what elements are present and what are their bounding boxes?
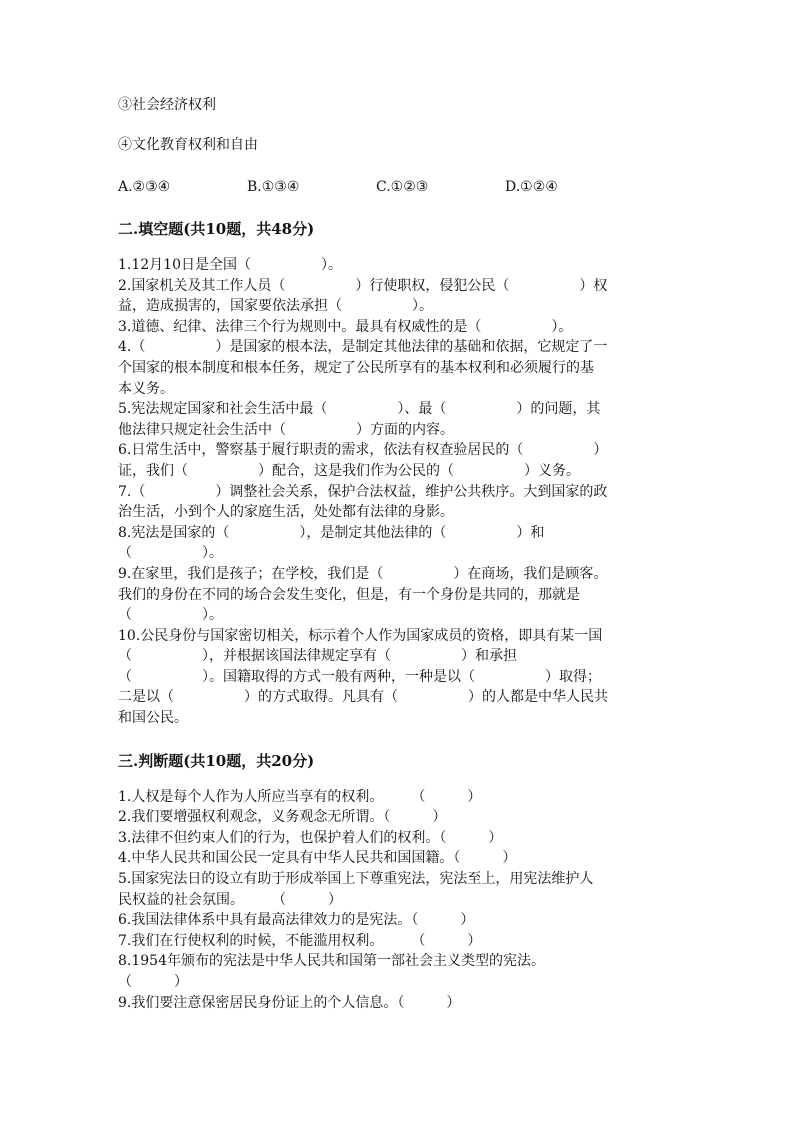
choice-c: C.①②③ (376, 179, 429, 195)
text-line: （ ） (118, 974, 188, 990)
text-line: 个国家的根本制度和根本任务，规定了公民所享有的基本权利和必须履行的基 (118, 359, 594, 376)
text-line: 7.（ ）调整社会关系，保护合法权益，维护公共秩序。大到国家的政 (118, 483, 608, 500)
text-line: 7.我们在行使权利的时候，不能滥用权利。 （ ） (118, 932, 482, 949)
text-line: （ ）。 (118, 607, 223, 624)
option-3 (118, 95, 678, 115)
text-line: 3.道德、纪律、法律三个行为规则中。最具有权威性的是（ ）。 (118, 318, 573, 335)
text-line: （ ）。 (118, 545, 223, 562)
option-4 (118, 135, 678, 155)
text-line: 9.在家里，我们是孩子；在学校，我们是（ ）在商场，我们是顾客。 (118, 565, 608, 582)
text-line: 和国公民。 (118, 710, 188, 727)
text-line: 6.日常生活中，警察基于履行职责的需求，依法有权查验居民的（ ） (118, 442, 608, 459)
text-line: 10.公民身份与国家密切相关，标示着个人作为国家成员的资格，即具有某一国 (118, 627, 603, 644)
text-line: 2.我们要增强权利观念，义务观念无所谓。（ ） (118, 809, 447, 826)
section-title-judge: 三.判断题(共10题，共20分) (118, 751, 315, 770)
fill-questions (118, 255, 678, 729)
text-line: 证，我们（ ）配合，这是我们作为公民的（ ）义务。 (118, 462, 580, 479)
text-line: 1.12月10日是全国（ ）。 (118, 257, 342, 273)
choice-b: B.①③④ (247, 179, 300, 195)
text-line: 治生活，小到个人的家庭生活，处处都有法律的身影。 (118, 504, 454, 521)
text-line: 5.宪法规定国家和社会生活中最（ ）、最（ ）的问题，其 (118, 401, 601, 418)
section-title-fill: 二.填空题(共10题，共48分) (118, 220, 315, 238)
text-line: 民权益的社会氛围。 （ ） (118, 891, 342, 908)
text-line: 8.宪法是国家的（ ），是制定其他法律的（ ）和 (118, 524, 545, 541)
text-line: 5.国家宪法日的设立有助于形成举国上下尊重宪法，宪法至上，用宪法维护人 (118, 871, 594, 888)
text-line: 本义务。 (118, 380, 174, 397)
option-text: ③社会经济权利 (118, 97, 216, 113)
choice-d: D.①②④ (505, 179, 558, 195)
text-line: 他法律只规定社会生活中（ ）方面的内容。 (118, 421, 454, 438)
text-line: 8.1954年颁布的宪法是中华人民共和国第一部社会主义类型的宪法。 (118, 953, 545, 970)
option-text: ④文化教育权利和自由 (118, 137, 258, 153)
text-line: 1.人权是每个人作为人所应当享有的权利。 （ ） (118, 788, 482, 805)
text-line: 我们的身份在不同的场合会发生变化，但是，有一个身份是共同的，那就是 (118, 586, 580, 603)
text-line: 益，造成损害的，国家要依法承担（ ）。 (118, 298, 433, 315)
text-line: 4.中华人民共和国公民一定具有中华人民共和国国籍。（ ） (118, 850, 517, 867)
text-line: 3.法律不但约束人们的行为，也保护着人们的权利。（ ） (118, 829, 503, 846)
text-line: 二是以（ ）的方式取得。凡具有（ ）的人都是中华人民共 (118, 689, 608, 706)
answer-choices (118, 177, 678, 197)
text-line: 9.我们要注意保密居民身份证上的个人信息。（ ） (118, 994, 461, 1011)
judge-questions (118, 787, 678, 1014)
text-line: （ ），并根据该国法律规定享有（ ）和承担 (118, 648, 517, 665)
text-line: （ ）。国籍取得的方式一般有两种，一种是以（ ）取得； (118, 668, 601, 685)
text-line: 2.国家机关及其工作人员（ ）行使职权，侵犯公民（ ）权 (118, 277, 608, 294)
choice-a: A.②③④ (118, 179, 171, 195)
text-line: 4.（ ）是国家的根本法，是制定其他法律的基础和依据，它规定了一 (118, 339, 608, 356)
exam-page (118, 95, 678, 1035)
text-line: 6.我国法律体系中具有最高法律效力的是宪法。（ ） (118, 912, 475, 929)
